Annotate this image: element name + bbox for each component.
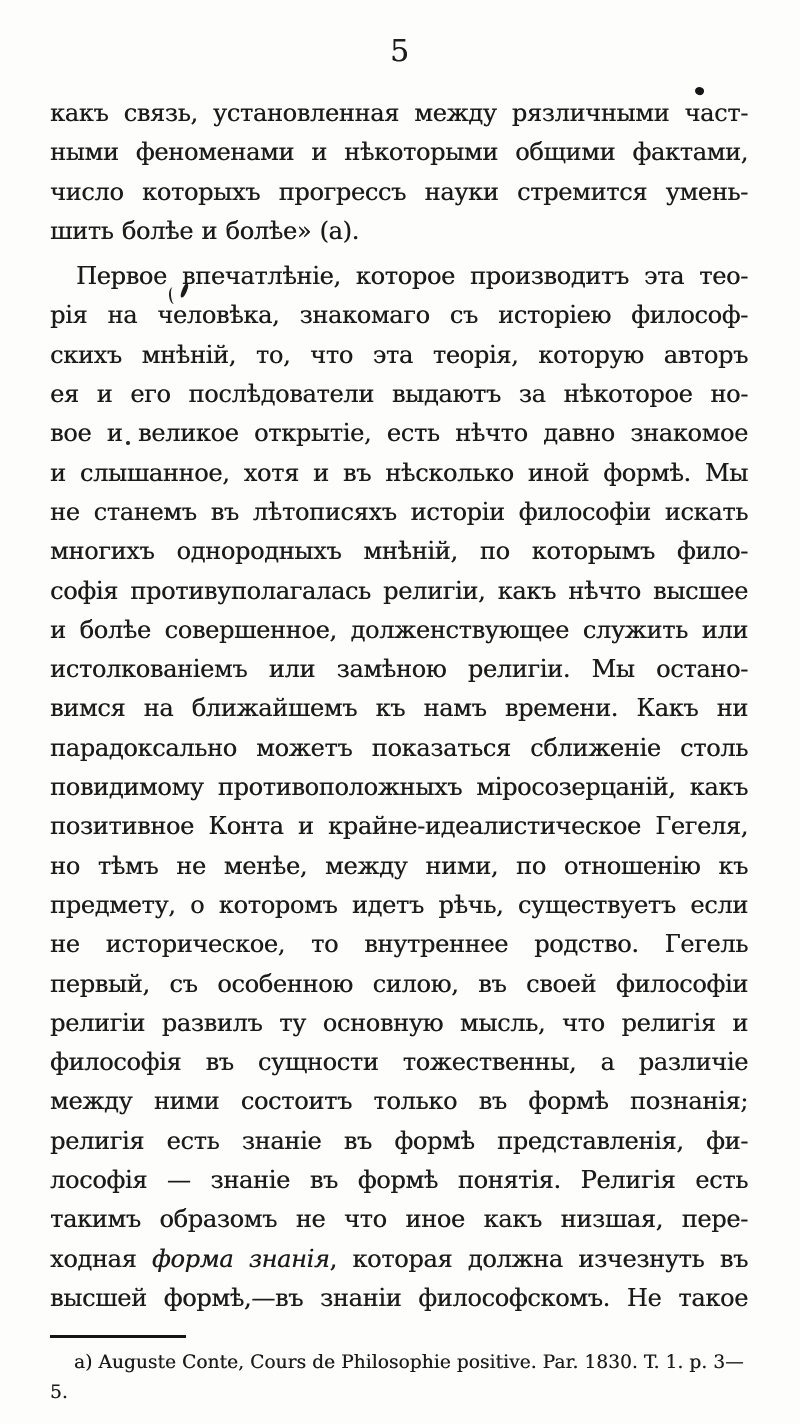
text-line: вое и великое открытіе, есть нѣчто давно знакомое <box>50 419 748 448</box>
text-line: не станемъ въ лѣтописяхъ исторіи философіи искать <box>50 497 748 526</box>
text-line: философія въ сущности тожественны, а различіе <box>50 1048 748 1077</box>
text-line: и слышанное, хотя и въ нѣсколько иной формѣ. Мы <box>50 458 748 487</box>
footnote-rule <box>50 1335 186 1338</box>
paragraph-continuation <box>50 94 748 251</box>
text-line: парадоксально можетъ показаться сближеніе столь <box>50 733 748 762</box>
page-number: 5 <box>389 34 411 69</box>
paragraph <box>50 257 748 1318</box>
text-line: лософія — знаніе въ формѣ понятія. Религія есть <box>50 1166 748 1195</box>
text-line: предмету, о которомъ идетъ рѣчь, существуетъ если <box>50 890 748 919</box>
text-line: повидимому противоположныхъ міросозерцаній, какъ <box>50 773 748 802</box>
text-line: религіи развилъ ту основную мысль, что религія и <box>50 1008 748 1037</box>
text-line: первый, съ особенною силою, въ своей философіи <box>50 969 748 998</box>
text-line: и болѣе совершенное, долженствующее служить или <box>50 615 748 644</box>
text-line: такимъ образомъ не что иное какъ низшая, пере- <box>50 1205 748 1234</box>
text-line: позитивное Конта и крайне-идеалистическое Гегеля, <box>50 812 748 841</box>
text-line: число которыхъ прогрессъ науки стремится умень- <box>50 177 748 206</box>
text-line: ными феноменами и нѣкоторыми общими фактами, <box>50 138 748 167</box>
text-line: шить болѣе и болѣе» (а). <box>50 216 359 245</box>
footnote: а) Auguste Conte, Cours de Philosophie positive. Par. 1830. T. 1. p. 3—5. <box>50 1352 744 1403</box>
text-line-with-italic <box>50 1240 748 1279</box>
body-text <box>50 94 748 1318</box>
text-line: высшей формѣ,—въ знаніи философскомъ. Не такое <box>50 1283 748 1312</box>
text-segment: , которая должна изчезнуть въ <box>329 1244 748 1273</box>
text-line: между ними состоитъ только въ формѣ познанія; <box>50 1087 748 1116</box>
text-line: рія на человѣка, знакомаго съ исторіею философ- <box>50 301 748 330</box>
text-line: но тѣмъ не менѣе, между ними, по отношенію къ <box>50 851 748 880</box>
text-line: религія есть знаніе въ формѣ представленія, фи- <box>50 1126 748 1155</box>
italic-phrase: форма знанія <box>151 1244 330 1273</box>
text-line: не историческое, то внутреннее родство. Гегель <box>50 930 748 959</box>
text-line: скихъ мнѣній, то, что эта теорія, которую авторъ <box>50 340 748 369</box>
text-line: истолкованіемъ или замѣною религіи. Мы остано- <box>50 655 748 684</box>
text-line: многихъ однородныхъ мнѣній, по которымъ фило- <box>50 537 748 566</box>
text-line: ея и его послѣдователи выдаютъ за нѣкоторое но- <box>50 380 748 409</box>
text-line: софія противуполагалась религіи, какъ нѣчто высшее <box>50 576 748 605</box>
text-line: какъ связь, установленная между рязличными част- <box>50 99 748 127</box>
text-line: вимся на ближайшемъ къ намъ времени. Какъ ни <box>50 694 748 723</box>
text-segment: ходная <box>50 1244 152 1273</box>
text-line: Первое впечатлѣніе, которое производитъ эта тео- <box>76 262 748 291</box>
